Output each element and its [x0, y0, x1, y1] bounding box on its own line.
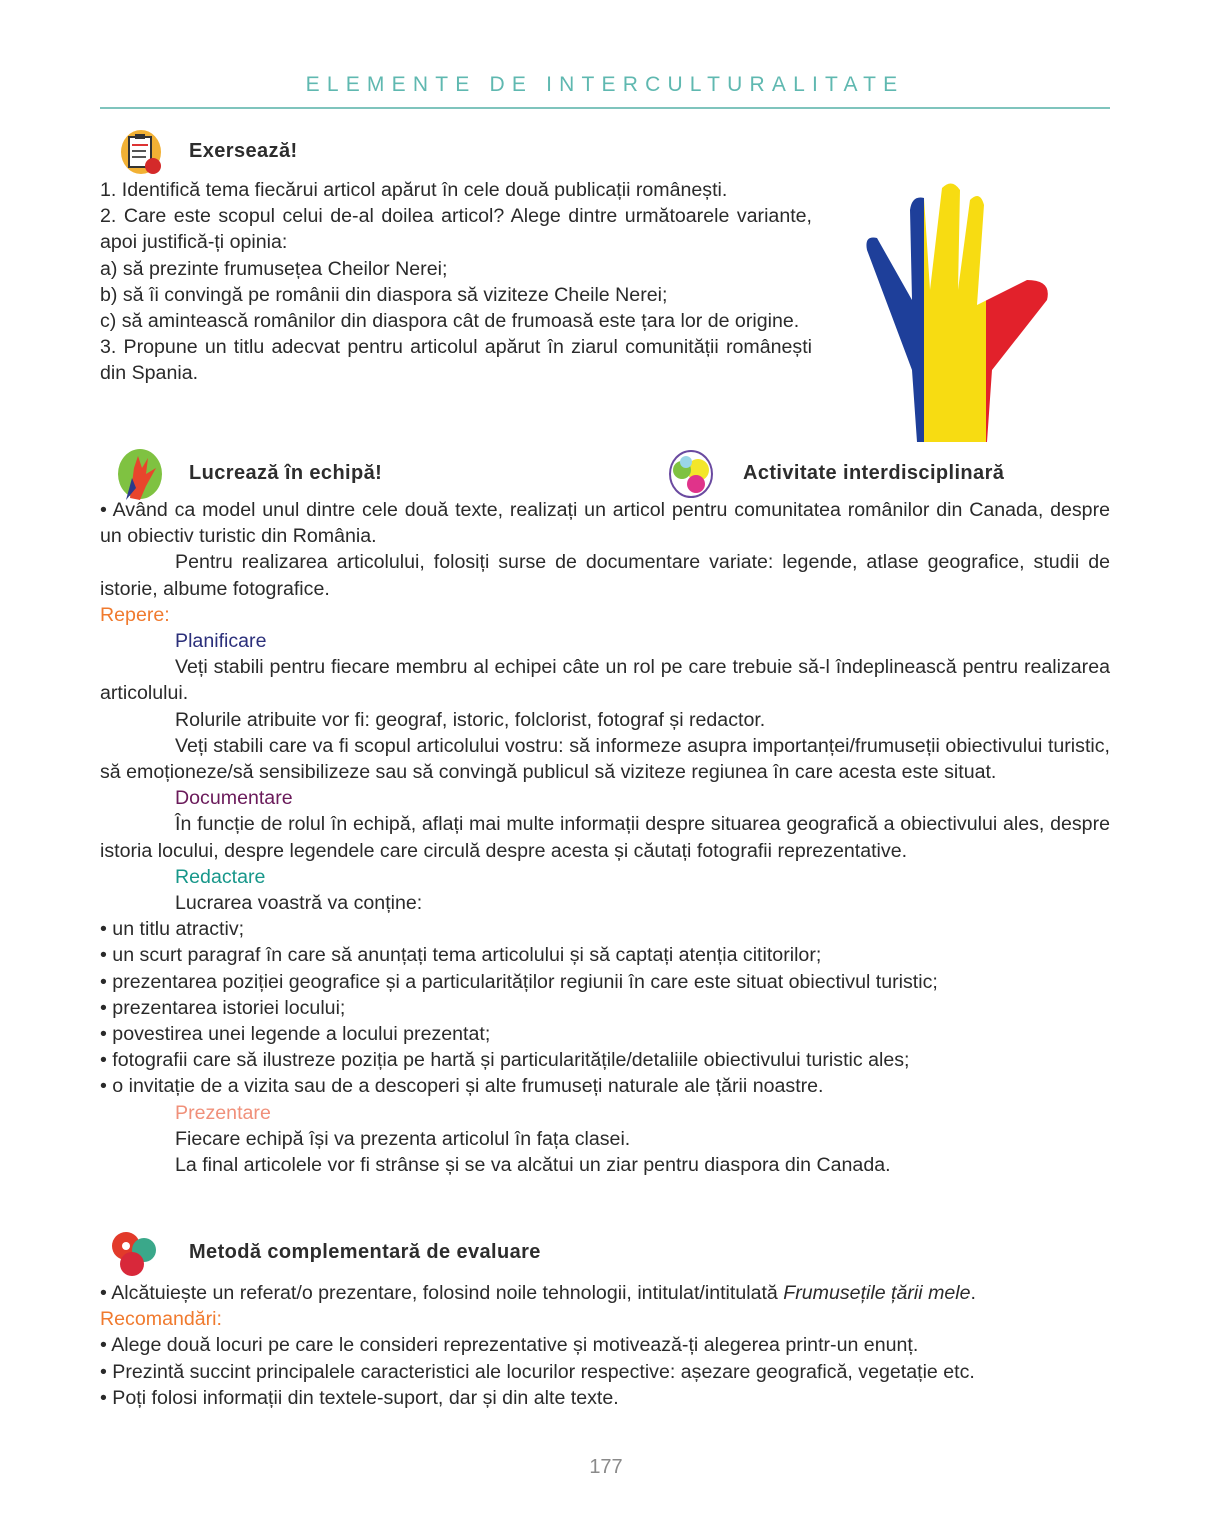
exercise-line: 2. Care este scopul celui de-al doilea articol? Alege dintre următoarele variante, apoi justifică-ți opinia: [100, 205, 812, 254]
list-item: • un titlu atractiv; [100, 918, 245, 941]
metoda-task-title: Frumusețile țării mele [783, 1282, 971, 1304]
exercise-line: a) să prezinte frumusețea Cheilor Nerei; [100, 257, 448, 280]
header-divider [100, 107, 1110, 109]
metoda-heading: Metodă complementară de evaluare [189, 1241, 541, 1263]
recomandari-label: Recomandări: [100, 1308, 222, 1331]
metoda-task-text: • Alcătuiește un referat/o prezentare, folosind noile tehnologii, intitulat/intitulată [100, 1282, 784, 1304]
list-item: • Prezintă succint principalele caracteristici ale locurilor respective: așezare geografică, vegetație etc. [100, 1360, 975, 1383]
prezentare-p1: Fiecare echipă își va prezenta articolul în fața clasei. [175, 1127, 631, 1150]
exerseaza-text [100, 177, 812, 387]
task-sources: Pentru realizarea articolului, folosiți surse de documentare variate: legende, atlase geografice, studii de istorie, albume fotografice. [100, 551, 1110, 600]
exercise-line: c) să amintească românilor din diaspora cât de frumoasă este țara lor de origine. [100, 310, 800, 333]
planificare-p2: Rolurile atribuite vor fi: geograf, istoric, folclorist, fotograf și redactor. [175, 708, 766, 731]
prezentare-label: Prezentare [175, 1101, 271, 1124]
lucreaza-heading: Lucrează în echipă! [189, 462, 383, 484]
list-item: • un scurt paragraf în care să anunțați tema articolului și să captați atenția cititorilor; [100, 944, 822, 967]
clipboard-apple-icon [119, 128, 165, 176]
interdisciplinary-circle-icon [668, 450, 714, 498]
team-hands-icon [116, 448, 164, 502]
exercise-line: 3. Propune un titlu adecvat pentru articolul apărut în ziarul comunității românești din Spania. [100, 336, 812, 385]
list-item: • prezentarea poziției geografice și a particularităților regiunii în care este situat obiectivul turistic; [100, 970, 938, 993]
interdisciplinara-heading: Activitate interdisciplinară [743, 462, 1005, 484]
planificare-label: Planificare [175, 630, 267, 653]
task-text [100, 497, 1110, 1178]
list-item: • prezentarea istoriei locului; [100, 996, 346, 1019]
exercise-line: 1. Identifică tema fiecărui articol apărut în cele două publicații românești. [100, 179, 728, 201]
metoda-text [100, 1280, 1110, 1411]
metoda-task [100, 1280, 1110, 1306]
repere-label: Repere: [100, 603, 170, 626]
planificare-p1: Veți stabili pentru fiecare membru al echipei câte un rol pe care trebuie să-l îndeplinească pentru realizarea articolului. [100, 656, 1110, 705]
list-item: • o invitație de a vizita sau de a descoperi și alte frumuseți naturale ale țării noastre. [100, 1075, 824, 1098]
planificare-p3: Veți stabili care va fi scopul articolului vostru: să informeze asupra importanței/frumuseții obiectivului turistic, să emoționeze/să sensibilizeze sau să convingă publicul să viziteze regiunea în care acesta este situat. [100, 734, 1110, 784]
exercise-line: b) să îi convingă pe românii din diaspora să viziteze Cheile Nerei; [100, 283, 668, 306]
redactare-label: Redactare [175, 865, 266, 888]
task-intro: • Având ca model unul dintre cele două texte, realizați un articol pentru comunitatea românilor din Canada, despre un obiectiv turistic din România. [100, 499, 1110, 548]
list-item: • fotografii care să ilustreze poziția pe hartă și particularitățile/detaliile obiectivului turistic ales; [100, 1049, 910, 1072]
list-item: • Poți folosi informații din textele-suport, dar și din alte texte. [100, 1386, 619, 1409]
documentare-p1: În funcție de rolul în echipă, aflați mai multe informații despre situarea geografică a obiectivului ales, despre istoria locului, despre legendele care circulă despre acesta și căutați fotografii reprezentative. [100, 813, 1110, 862]
redactare-p1: Lucrarea voastră va conține: [175, 892, 423, 915]
puzzle-gears-icon [108, 1226, 162, 1282]
romanian-flag-hand-image [862, 180, 1054, 442]
page-number: 177 [589, 1456, 623, 1478]
metoda-task-end: . [970, 1282, 976, 1304]
exerseaza-heading: Exersează! [189, 140, 298, 162]
chapter-header: ELEMENTE DE INTERCULTURALITATE [305, 73, 905, 96]
documentare-label: Documentare [175, 787, 293, 810]
list-item: • Alege două locuri pe care le consideri reprezentative și motivează-ți alegerea printr-un enunț. [100, 1334, 919, 1357]
list-item: • povestirea unei legende a locului prezentat; [100, 1023, 491, 1046]
prezentare-p2: La final articolele vor fi strânse și se va alcătui un ziar pentru diaspora din Canada. [175, 1154, 891, 1177]
